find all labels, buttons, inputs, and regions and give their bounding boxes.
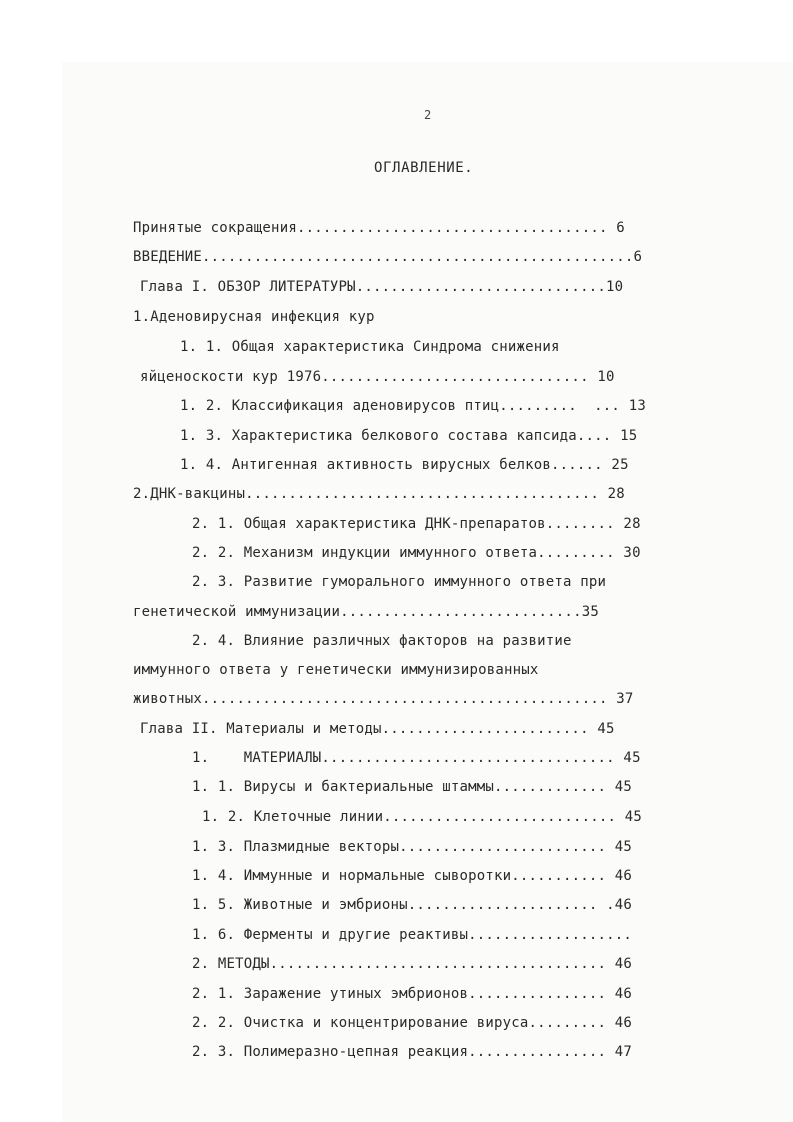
toc-entry: 1. 2. Клеточные линии........................... 45	[202, 809, 643, 825]
toc-entry: 1.Аденовирусная инфекция кур	[133, 309, 375, 325]
toc-entry: Принятые сокращения.................................... 6	[133, 220, 625, 236]
toc-entry: 1. 1. Общая характеристика Синдрома снижения	[180, 339, 560, 355]
toc-entry: генетической иммунизации............................35	[133, 604, 599, 620]
toc-entry: иммунного ответа у генетически иммунизированных	[133, 662, 539, 678]
toc-entry: 2. 1. Заражение утиных эмбрионов................ 46	[192, 986, 633, 1002]
toc-entry: 1. 2. Классификация аденовирусов птиц......... ... 13	[180, 398, 646, 414]
toc-entry: 1. 4. Иммунные и нормальные сыворотки........... 46	[192, 868, 633, 884]
toc-entry: яйценоскости кур 1976............................... 10	[140, 369, 615, 385]
toc-entry: животных............................................... 37	[133, 691, 634, 707]
toc-entry: 1. 3. Характеристика белкового состава капсида.... 15	[180, 428, 638, 444]
toc-entry: 2. 1. Общая характеристика ДНК-препаратов........ 28	[192, 516, 641, 532]
toc-entry: 2. 3. Развитие гуморального иммунного ответа при	[192, 574, 607, 590]
toc-entry: Глава I. ОБЗОР ЛИТЕРАТУРЫ.............................10	[140, 279, 624, 295]
page-number: 2	[424, 108, 432, 122]
toc-entry: 2.ДНК-вакцины......................................... 28	[133, 486, 625, 502]
toc-entry: Глава II. Материалы и методы........................ 45	[140, 721, 615, 737]
toc-heading: ОГЛАВЛЕНИЕ.	[374, 160, 474, 176]
toc-entry: 2. 2. Очистка и концентрирование вируса......... 46	[192, 1015, 633, 1031]
toc-entry: 1. 6. Ферменты и другие реактивы...................	[192, 927, 633, 943]
toc-entry: 1. 1. Вирусы и бактериальные штаммы............. 45	[192, 779, 633, 795]
toc-entry: 1. 4. Антигенная активность вирусных белков...... 25	[180, 457, 629, 473]
toc-entry: 1. 5. Животные и эмбрионы...................... .46	[192, 897, 633, 913]
toc-entry: 2. МЕТОДЫ....................................... 46	[192, 956, 633, 972]
toc-entry: 1. 3. Плазмидные векторы........................ 45	[192, 839, 633, 855]
toc-entry: ВВЕДЕНИЕ..................................................6	[133, 249, 643, 265]
toc-entry: 2. 3. Полимеразно-цепная реакция................ 47	[192, 1044, 633, 1060]
toc-entry: 2. 2. Механизм индукции иммунного ответа......... 30	[192, 545, 641, 561]
toc-entry: 2. 4. Влияние различных факторов на развитие	[192, 633, 572, 649]
toc-entry: 1. МАТЕРИАЛЫ.................................. 45	[192, 750, 641, 766]
